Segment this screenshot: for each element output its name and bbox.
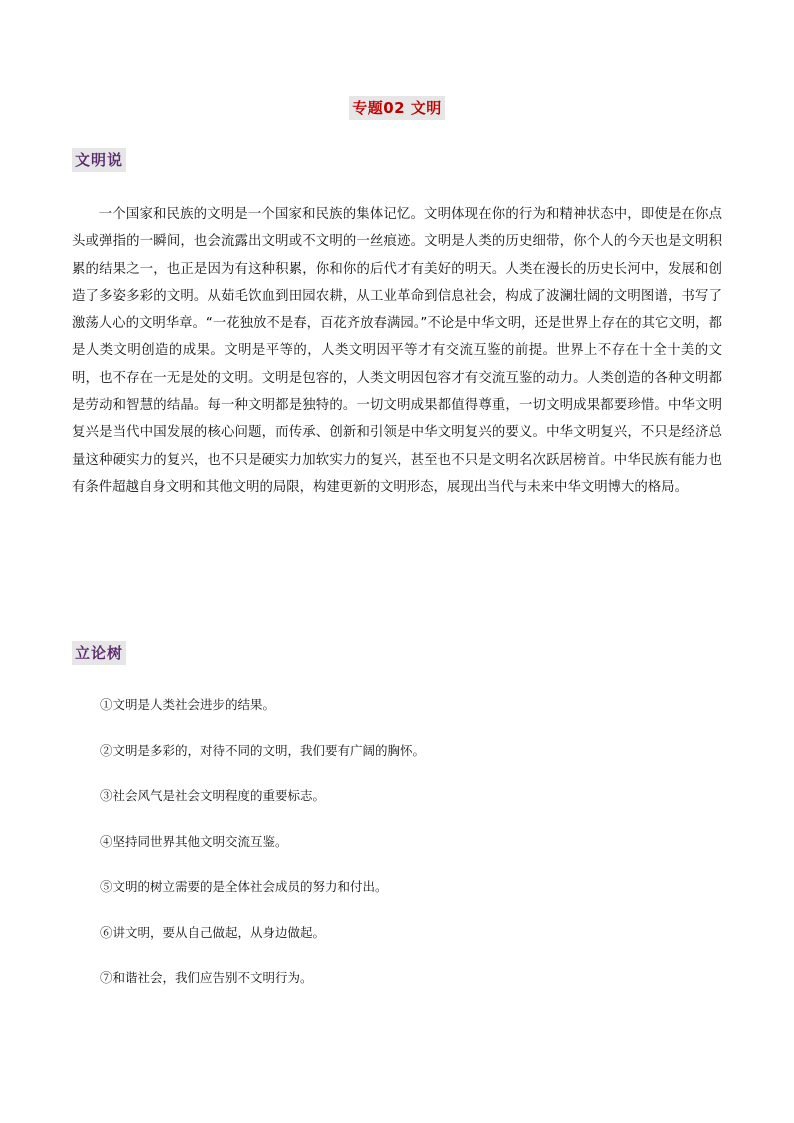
argument-item: ⑥讲文明，要从自己做起，从身边做起。: [100, 924, 326, 940]
argument-list: [100, 692, 700, 1011]
argument-item: ①文明是人类社会进步的结果。: [100, 697, 276, 712]
argument-item: ③社会风气是社会文明程度的重要标志。: [100, 788, 326, 803]
section-heading-lilunshu: 立论树: [72, 641, 126, 665]
argument-item: ②文明是多彩的，对待不同的文明，我们要有广阔的胸怀。: [100, 742, 426, 758]
document-title: 专题02 文明: [349, 96, 445, 120]
document-title-wrapper: [0, 96, 794, 120]
argument-item: ⑤文明的树立需要的是全体社会成员的努力和付出。: [100, 879, 388, 894]
argument-item: ⑦和谐社会，我们应告别不文明行为。: [100, 970, 313, 985]
argument-item: ④坚持同世界其他文明交流互鉴。: [100, 833, 288, 849]
essay-paragraph: 一个国家和民族的文明是一个国家和民族的集体记忆。文明体现在你的行为和精神状态中，即使是在你点头或弹指的一瞬间，也会流露出文明或不文明的一丝痕迹。文明是人类的历史细带，你个人的今天也是文明积累的结果之一，也正是因为有这种积累，你和你的后代才有美好的明天。人类在漫长的历史长河中，发展和创造了多姿多彩的文明。从茹毛饮血到田园农耕，从工业革命到信息社会，构成了波澜壮阔的文明图谱，书写了激荡人心的文明华章。“一花独放不是春，百花齐放春满园。”不论是中华文明，还是世界上存在的其它文明，都是人类文明创造的成果。文明是平等的，人类文明因平等才有交流互鉴的前提。世界上不存在十全十美的文明，也不存在一无是处的文明。文明是包容的，人类文明因包容才有交流互鉴的动力。人类创造的各种文明都是劳动和智慧的结晶。每一种文明都是独特的。一切文明成果都值得尊重，一切文明成果都要珍惜。中华文明复兴是当代中国发展的核心问题，而传承、创新和引领是中华文明复兴的要义。中华文明复兴，不只是经济总量这种硬实力的复兴，也不只是硬实力加软实力的复兴，甚至也不只是文明名次跃居榜首。中华民族有能力也有条件超越自身文明和其他文明的局限，构建更新的文明形态，展现出当代与未来中华文明博大的格局。: [72, 207, 722, 495]
section-heading-wenmingshuo: 文明说: [72, 148, 126, 172]
